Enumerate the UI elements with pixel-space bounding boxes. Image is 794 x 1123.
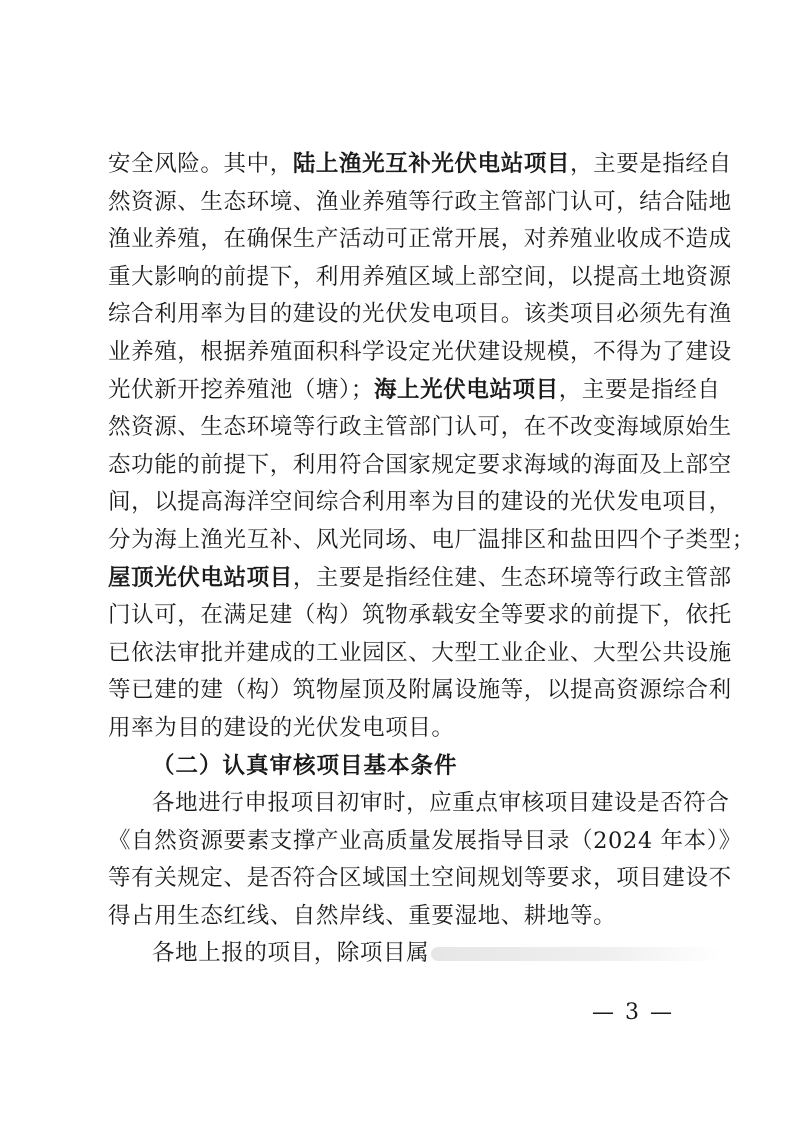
- text-run: ，主要是指经自: [570, 151, 732, 177]
- page-number: — 3 —: [592, 1000, 674, 1025]
- truncated-text-line: [108, 935, 692, 973]
- text-line: 等有关规定、是否符合区域国土空间规划等要求，项目建设不: [108, 865, 732, 892]
- text-line: [108, 372, 721, 410]
- text-line: 间，以提高海洋空间综合利用率为目的建设的光伏发电项目，: [108, 489, 732, 516]
- text-run: ，主要是指经住建、生态环境等行政主管部: [292, 564, 732, 591]
- text-line: 态功能的前提下，利用符合国家规定要求海域的海面及上部空: [108, 451, 732, 478]
- text-run: 各地上报的项目，除项目属: [152, 940, 430, 967]
- text-line: 等已建的建（构）筑物屋顶及附属设施等，以提高资源综合利: [108, 677, 732, 704]
- text-line: 重大影响的前提下，利用养殖区域上部空间，以提高土地资源: [108, 263, 732, 290]
- text-line: [108, 560, 732, 598]
- text-line: 门认可，在满足建（构）筑物承载安全等要求的前提下，依托: [108, 602, 732, 629]
- text-line: 然资源、生态环境、渔业养殖等行政主管部门认可，结合陆地: [108, 188, 732, 215]
- text-line: 然资源、生态环境等行政主管部门认可，在不改变海域原始生: [108, 414, 732, 441]
- text-line: 综合利用率为目的建设的光伏发电项目。该类项目必须先有渔: [108, 301, 732, 328]
- text-run: 安全风险。其中，: [108, 151, 293, 177]
- text-line: 各地进行申报项目初审时，应重点审核项目建设是否符合: [152, 790, 730, 817]
- text-line: 得占用生态红线、自然岸线、重要湿地、耕地等。: [108, 902, 617, 929]
- text-run: ，主要是指经自: [558, 376, 721, 403]
- bold-term-onshore-fishery-pv: 陆上渔光互补光伏电站项目: [292, 151, 571, 177]
- text-line: [108, 146, 732, 184]
- text-line: 已依法审批并建成的工业园区、大型工业企业、大型公共设施: [108, 639, 732, 666]
- text-line: 《自然资源要素支撑产业高质量发展指导目录（2024 年本）》: [108, 827, 742, 854]
- text-line: 业养殖，根据养殖面积科学设定光伏建设规模，不得为了建设: [108, 338, 732, 365]
- document-body: [108, 146, 755, 973]
- content-fade-overlay: [431, 947, 721, 961]
- text-line: 渔业养殖，在确保生产活动可正常开展，对养殖业收成不造成: [108, 226, 732, 253]
- text-line: 用率为目的建设的光伏发电项目。: [108, 714, 455, 741]
- bold-term-offshore-pv: 海上光伏电站项目: [373, 376, 559, 403]
- text-line: 分为海上渔光互补、风光同场、电厂温排区和盐田四个子类型；: [108, 526, 755, 553]
- section-heading: （二）认真审核项目基本条件: [152, 752, 458, 779]
- bold-term-rooftop-pv: 屋顶光伏电站项目: [108, 564, 293, 591]
- text-run: 光伏新开挖养殖池（塘）；: [108, 376, 374, 403]
